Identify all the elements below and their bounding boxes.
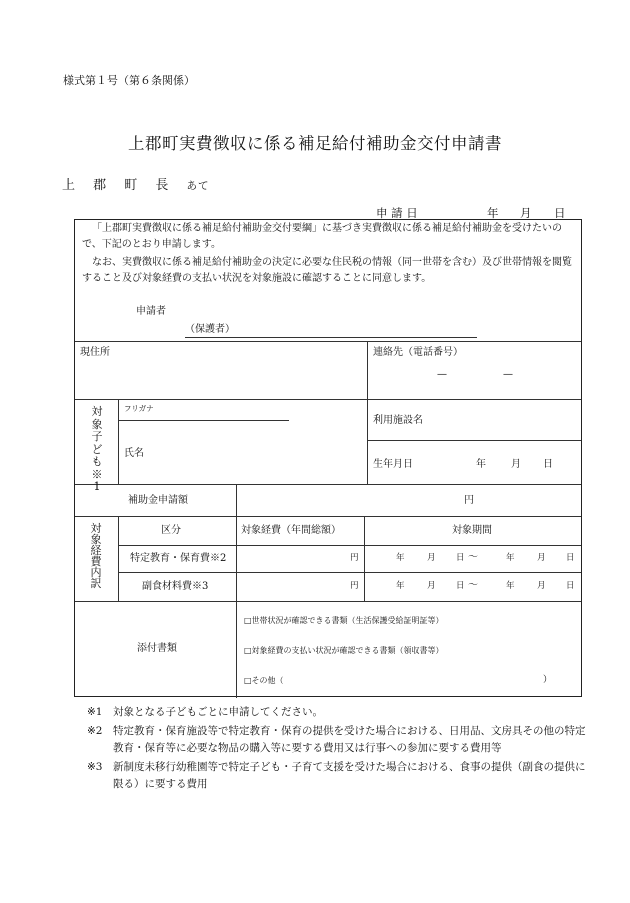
- footnote-mark: ※1: [87, 706, 103, 718]
- column-divider: [118, 516, 119, 601]
- application-form: [74, 219, 582, 697]
- furigana-label: フリガナ: [124, 404, 154, 413]
- footnotes: [87, 704, 587, 795]
- addressee-suffix: あて: [186, 180, 210, 192]
- period-end-day: 日: [566, 553, 575, 563]
- attachment-item-receipt[interactable]: □対象経費の支払い状況が確認できる書類（領収書等）: [244, 646, 444, 655]
- footnote: [87, 704, 587, 722]
- column-divider: [367, 341, 368, 484]
- period-end-day: 日: [566, 581, 575, 591]
- attachment-item-other[interactable]: □その他（: [244, 676, 284, 685]
- declaration-paragraph-1: 「上郡町実費徴収に係る補足給付補助金交付要綱」に基づき実費徴収に係る補足給付補助金を受けたいので、下記のとおり申請します。: [82, 223, 562, 250]
- period-start-year: 年: [396, 581, 405, 591]
- period-end-year: 年: [506, 581, 515, 591]
- child-name-label: 氏名: [124, 448, 144, 459]
- subsidy-amount-unit: 円: [464, 495, 474, 506]
- footnote-text: 対象となる子どもごとに申請してください。: [113, 706, 323, 718]
- subsidy-amount-label: 補助金申請額: [128, 495, 188, 506]
- row-divider: [75, 516, 581, 517]
- child-section-label: 対象子ども※1: [91, 405, 103, 493]
- phone-dash-2: —: [503, 369, 513, 380]
- application-date-year: 年: [487, 206, 499, 220]
- page-title: 上郡町実費徴収に係る補足給付補助金交付申請書: [128, 134, 502, 153]
- footnote-mark: ※2: [87, 724, 103, 737]
- column-divider: [364, 516, 365, 601]
- attachments-label: 添付書類: [137, 643, 177, 654]
- period-tilde: ～: [468, 552, 478, 563]
- contact-label: 連絡先（電話番号）: [373, 347, 463, 358]
- expense-amount-unit: 円: [350, 581, 359, 591]
- period-start-month: 月: [427, 553, 436, 563]
- row-divider: [75, 484, 581, 485]
- period-tilde: ～: [468, 580, 478, 591]
- column-divider: [236, 484, 237, 698]
- form-number: 様式第１号（第６条関係）: [63, 74, 195, 87]
- phone-dash-1: —: [437, 369, 447, 380]
- expenses-header-amount: 対象経費（年間総額）: [241, 525, 341, 536]
- birthdate-year: 年: [476, 459, 486, 470]
- row-divider: [367, 440, 581, 441]
- address-field[interactable]: [77, 362, 363, 396]
- footnote-text: 新制度未移行幼稚園等で特定子ども・子育て支援を受けた場合における、食事の提供（副食の提供に限る）に要する費用: [113, 760, 586, 790]
- birthdate-month: 月: [511, 459, 521, 470]
- expense-category-meal: 副食材料費※3: [142, 581, 209, 592]
- row-divider: [75, 399, 581, 400]
- expense-amount-unit: 円: [350, 553, 359, 563]
- column-divider: [118, 399, 119, 484]
- period-end-year: 年: [506, 553, 515, 563]
- addressee-name: 上 郡 町 長: [62, 178, 176, 193]
- period-start-day: 日: [456, 553, 465, 563]
- expenses-header-period: 対象期間: [452, 525, 492, 536]
- application-date-label: 申 請 日: [376, 206, 418, 220]
- row-divider: [118, 420, 289, 421]
- attachment-other-close-paren: ）: [543, 675, 553, 685]
- attachment-item-household[interactable]: □世帯状況が確認できる書類（生活保護受給証明証等）: [244, 616, 444, 625]
- applicant-label: 申請者: [136, 306, 166, 317]
- row-divider: [118, 545, 581, 546]
- birthdate-day: 日: [543, 459, 553, 470]
- footnote: [87, 759, 587, 794]
- guardian-label: （保護者）: [185, 324, 235, 335]
- row-divider: [75, 341, 581, 342]
- period-start-year: 年: [396, 553, 405, 563]
- addressee: [62, 174, 210, 193]
- expenses-header-category: 区分: [161, 525, 181, 536]
- footnote-mark: ※3: [87, 760, 103, 773]
- footnote: [87, 723, 587, 758]
- period-start-day: 日: [456, 581, 465, 591]
- birthdate-label: 生年月日: [373, 459, 413, 470]
- row-divider: [118, 572, 581, 573]
- period-end-month: 月: [537, 553, 546, 563]
- application-date-day: 日: [554, 206, 566, 220]
- row-divider: [75, 601, 581, 602]
- expense-category-education: 特定教育・保育費※2: [130, 553, 227, 564]
- expenses-section-label: 対象経費内訳: [90, 522, 102, 590]
- furigana-field[interactable]: [170, 402, 364, 418]
- facility-label: 利用施設名: [373, 415, 423, 426]
- declaration-paragraph-2: なお、実費徴収に係る補足給付補助金の決定に必要な住民税の情報（同一世帯を含む）及び世帯情報を閲覧すること及び対象経費の支払い状況を対象施設に確認することに同意します。: [82, 257, 572, 284]
- application-date-month: 月: [520, 206, 532, 220]
- address-label: 現住所: [80, 347, 110, 358]
- period-start-month: 月: [427, 581, 436, 591]
- period-end-month: 月: [537, 581, 546, 591]
- guardian-signature-field[interactable]: [185, 325, 477, 338]
- child-name-field[interactable]: [155, 423, 364, 481]
- footnote-text: 特定教育・保育施設等で特定教育・保育の提供を受けた場合における、日用品、文房具その他の特定教育・保育等に必要な物品の購入等に要する費用又は行事への参加に要する費用等: [113, 724, 586, 754]
